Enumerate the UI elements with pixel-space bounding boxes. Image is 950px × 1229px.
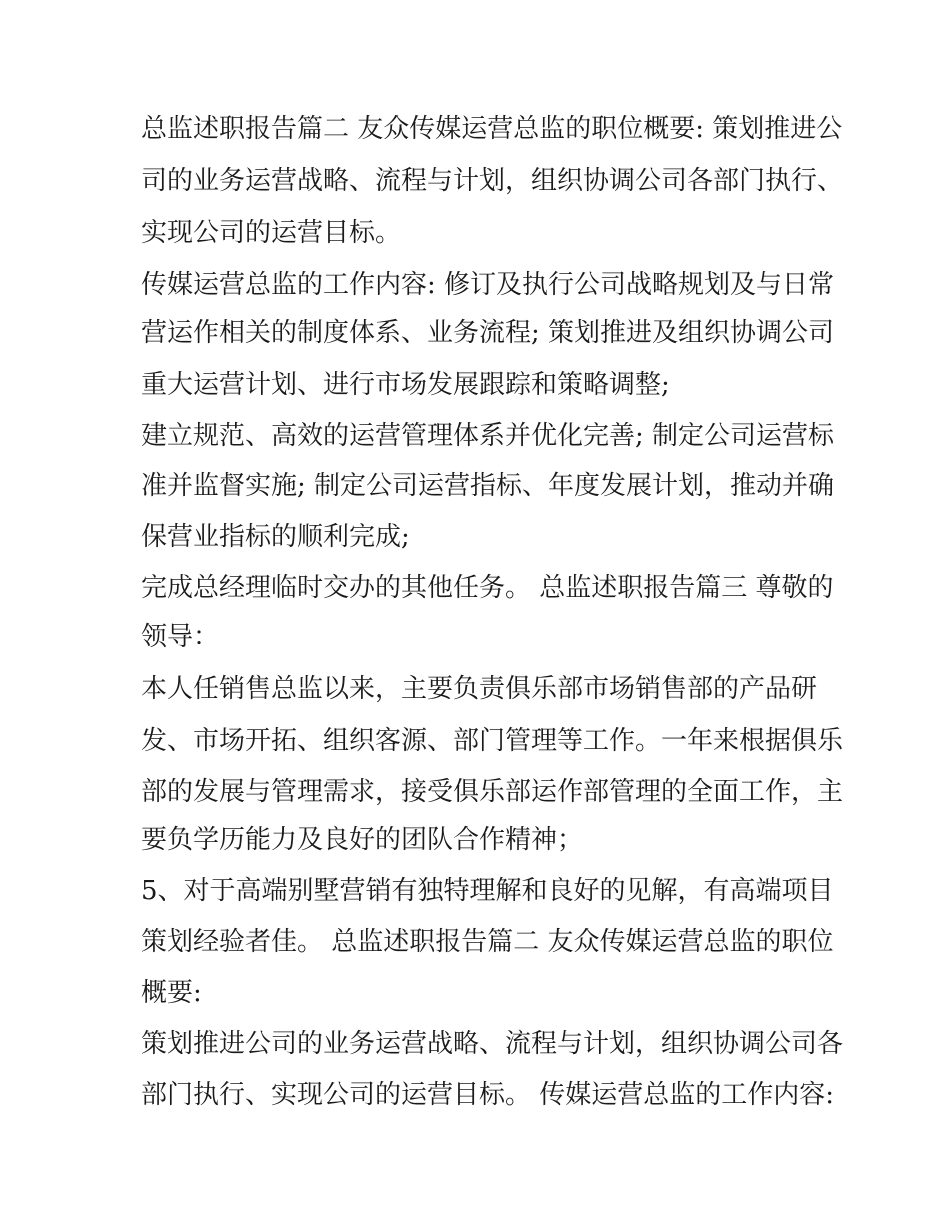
text-line: 5、对于高端别墅营销有独特理解和良好的见解，有高端项目 xyxy=(141,876,834,906)
text-line: 保营业指标的顺利完成; xyxy=(141,522,410,552)
text-line: 准并监督实施; 制定公司运营指标、年度发展计划，推动并确 xyxy=(141,471,835,501)
text-line: 策划经验者佳。 总监述职报告篇二 友众传媒运营总监的职位 xyxy=(141,927,834,957)
text-line: 部门执行、实现公司的运营目标。 传媒运营总监的工作内容: xyxy=(141,1080,835,1110)
text-line: 实现公司的运营目标。 xyxy=(141,218,402,248)
text-line: 建立规范、高效的运营管理体系并优化完善; 制定公司运营标 xyxy=(141,421,835,451)
text-line: 司的业务运营战略、流程与计划，组织协调公司各部门执行、 xyxy=(141,166,844,196)
text-line: 重大运营计划、进行市场发展跟踪和策略调整; xyxy=(141,370,670,400)
text-line: 总监述职报告篇二 友众传媒运营总监的职位概要: 策划推进公 xyxy=(141,114,843,144)
text-line: 领导： xyxy=(141,622,220,652)
text-line: 要负学历能力及良好的团队合作精神； xyxy=(141,825,584,855)
text-line: 完成总经理临时交办的其他任务。 总监述职报告篇三 尊敬的 xyxy=(141,573,834,603)
text-line: 发、市场开拓、组织客源、部门管理等工作。一年来根据俱乐 xyxy=(141,726,844,756)
text-line: 传媒运营总监的工作内容: 修订及执行公司战略规划及与日常 xyxy=(141,270,835,300)
text-line: 概要: xyxy=(141,978,202,1008)
text-line: 部的发展与管理需求，接受俱乐部运作部管理的全面工作，主 xyxy=(141,777,844,807)
text-line: 本人任销售总监以来，主要负责俱乐部市场销售部的产品研 xyxy=(141,674,818,704)
text-line: 策划推进公司的业务运营战略、流程与计划，组织协调公司各 xyxy=(141,1029,844,1059)
text-line: 营运作相关的制度体系、业务流程; 策划推进及组织协调公司 xyxy=(141,318,835,348)
